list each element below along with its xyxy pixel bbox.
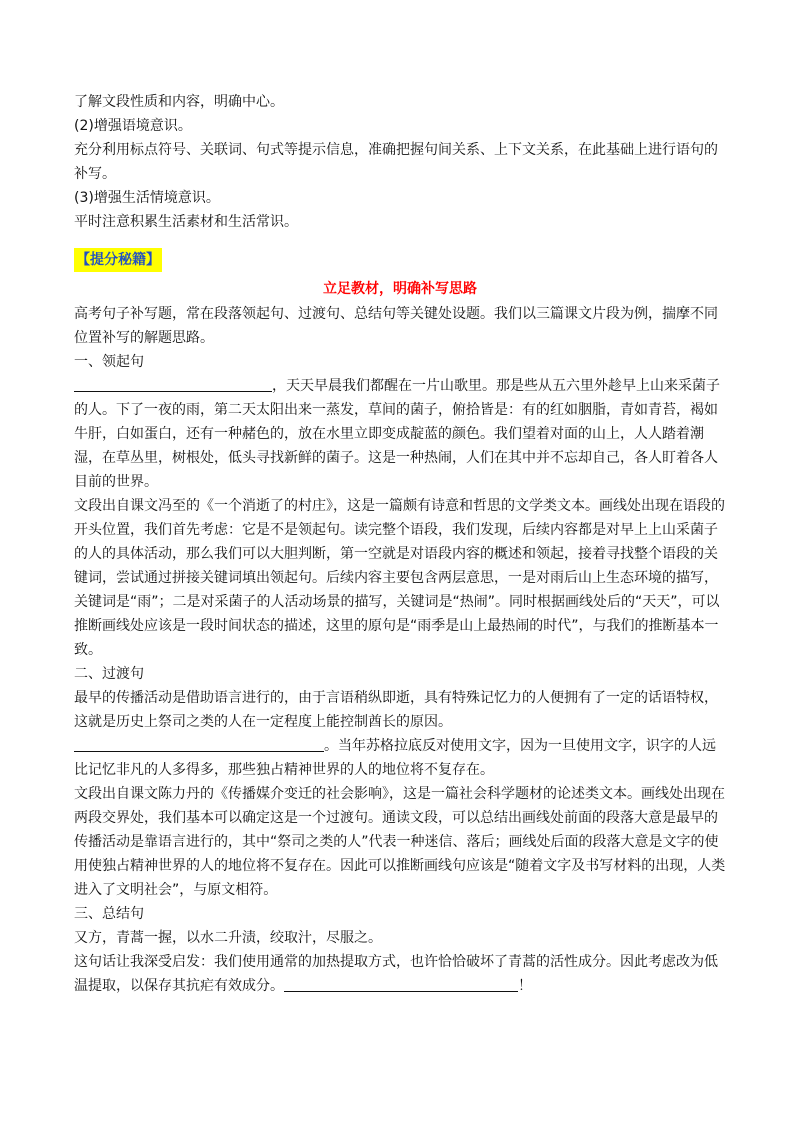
part-3-title: 三、总结句 bbox=[74, 906, 144, 922]
document-content bbox=[74, 90, 726, 998]
part-2-passage-before: 最早的传播活动是借助语言进行的，由于言语稍纵即逝，具有特殊记忆力的人便拥有了一定的话语特权，这就是历史上祭司之类的人在一定程度上能控制酋长的原因。 bbox=[74, 690, 718, 730]
section-badge: 【提分秘籍】 bbox=[74, 248, 162, 272]
part-2-passage bbox=[74, 734, 726, 782]
section-heading: 立足教材，明确补写思路 bbox=[323, 281, 477, 297]
part-3-line-2 bbox=[74, 950, 726, 998]
spacer bbox=[74, 234, 726, 248]
point-2-title: (2)增强语境意识。 bbox=[74, 118, 192, 134]
section-lead: 高考句子补写题，常在段落领起句、过渡句、总结句等关键处设题。我们以三篇课文片段为例，揣摩不同位置补写的解题思路。 bbox=[74, 306, 718, 346]
part-2-passage-text: 。当年苏格拉底反对使用文字，因为一旦使用文字，识字的人远比记忆非凡的人多得多，那些独占精神世界的人的地位将不复存在。 bbox=[74, 738, 716, 778]
part-3-line-2-text: 这句话让我深受启发：我们使用通常的加热提取方式，也许恰恰破坏了青蒿的活性成分。因此考虑改为低温提取，以保存其抗疟有效成分。 bbox=[74, 954, 718, 994]
fill-blank-1[interactable] bbox=[74, 375, 272, 392]
part-2-analysis: 文段出自课文陈力丹的《传播媒介变迁的社会影响》，这是一篇社会科学题材的论述类文本。画线处出现在两段交界处，我们基本可以确定这是一个过渡句。通读文段，可以总结出画线处前面的段落大意是最早的传播活动是靠语言进行的，其中“祭司之类的人”代表一种迷信、落后；画线处后面的段落大意是文字的使用使独占精神世界的人的地位将不复存在。因此可以推断画线句应该是“随着文字及书写材料的出现，人类进入了文明社会”，与原文相符。 bbox=[74, 786, 726, 898]
intro-line: 了解文段性质和内容，明确中心。 bbox=[74, 94, 284, 110]
part-2-title: 二、过渡句 bbox=[74, 666, 144, 682]
point-3-title: (3)增强生活情境意识。 bbox=[74, 190, 220, 206]
part-1-title: 一、领起句 bbox=[74, 354, 144, 370]
fill-blank-3[interactable] bbox=[284, 975, 518, 992]
part-1-passage-text: ，天天早晨我们都醒在一片山歌里。那是些从五六里外趁早上山来采菌子的人。下了一夜的雨，第二天太阳出来一蒸发，草间的菌子，俯拾皆是：有的红如胭脂，青如青苔，褐如牛肝，白如蛋白，还有一种赭色的，放在水里立即变成靛蓝的颜色。我们望着对面的山上，人人踏着潮湿，在草丛里，树根处，低头寻找新鲜的菌子。这是一种热闹，人们在其中并不忘却自己，各人盯着各人目前的世界。 bbox=[74, 378, 720, 490]
part-1-analysis: 文段出自课文冯至的《一个消逝了的村庄》，这是一篇颇有诗意和哲思的文学类文本。画线处出现在语段的开头位置，我们首先考虑：它是不是领起句。读完整个语段，我们发现，后续内容都是对早上上山采菌子的人的具体活动，那么我们可以大胆判断，第一空就是对语段内容的概述和领起，接着寻找整个语段的关键词，尝试通过拼接关键词填出领起句。后续内容主要包含两层意思，一是对雨后山上生态环境的描写，关键词是“雨”；二是对采菌子的人活动场景的描写，关键词是“热闹”。同时根据画线处后的“天天”，可以推断画线处应该是一段时间状态的描述，这里的原句是“雨季是山上最热闹的时代”，与我们的推断基本一致。 bbox=[74, 498, 725, 658]
point-3-body: 平时注意积累生活素材和生活常识。 bbox=[74, 214, 298, 230]
point-2-body: 充分利用标点符号、关联词、句式等提示信息，准确把握句间关系、上下文关系，在此基础上进行语句的补写。 bbox=[74, 142, 718, 182]
section-badge-row bbox=[74, 248, 726, 272]
fill-blank-2[interactable] bbox=[74, 735, 324, 752]
part-1-passage bbox=[74, 374, 726, 494]
part-3-line-1: 又方，青蒿一握，以水二升渍，绞取汁，尽服之。 bbox=[74, 930, 382, 946]
part-3-line-2-end: ！ bbox=[518, 978, 532, 994]
